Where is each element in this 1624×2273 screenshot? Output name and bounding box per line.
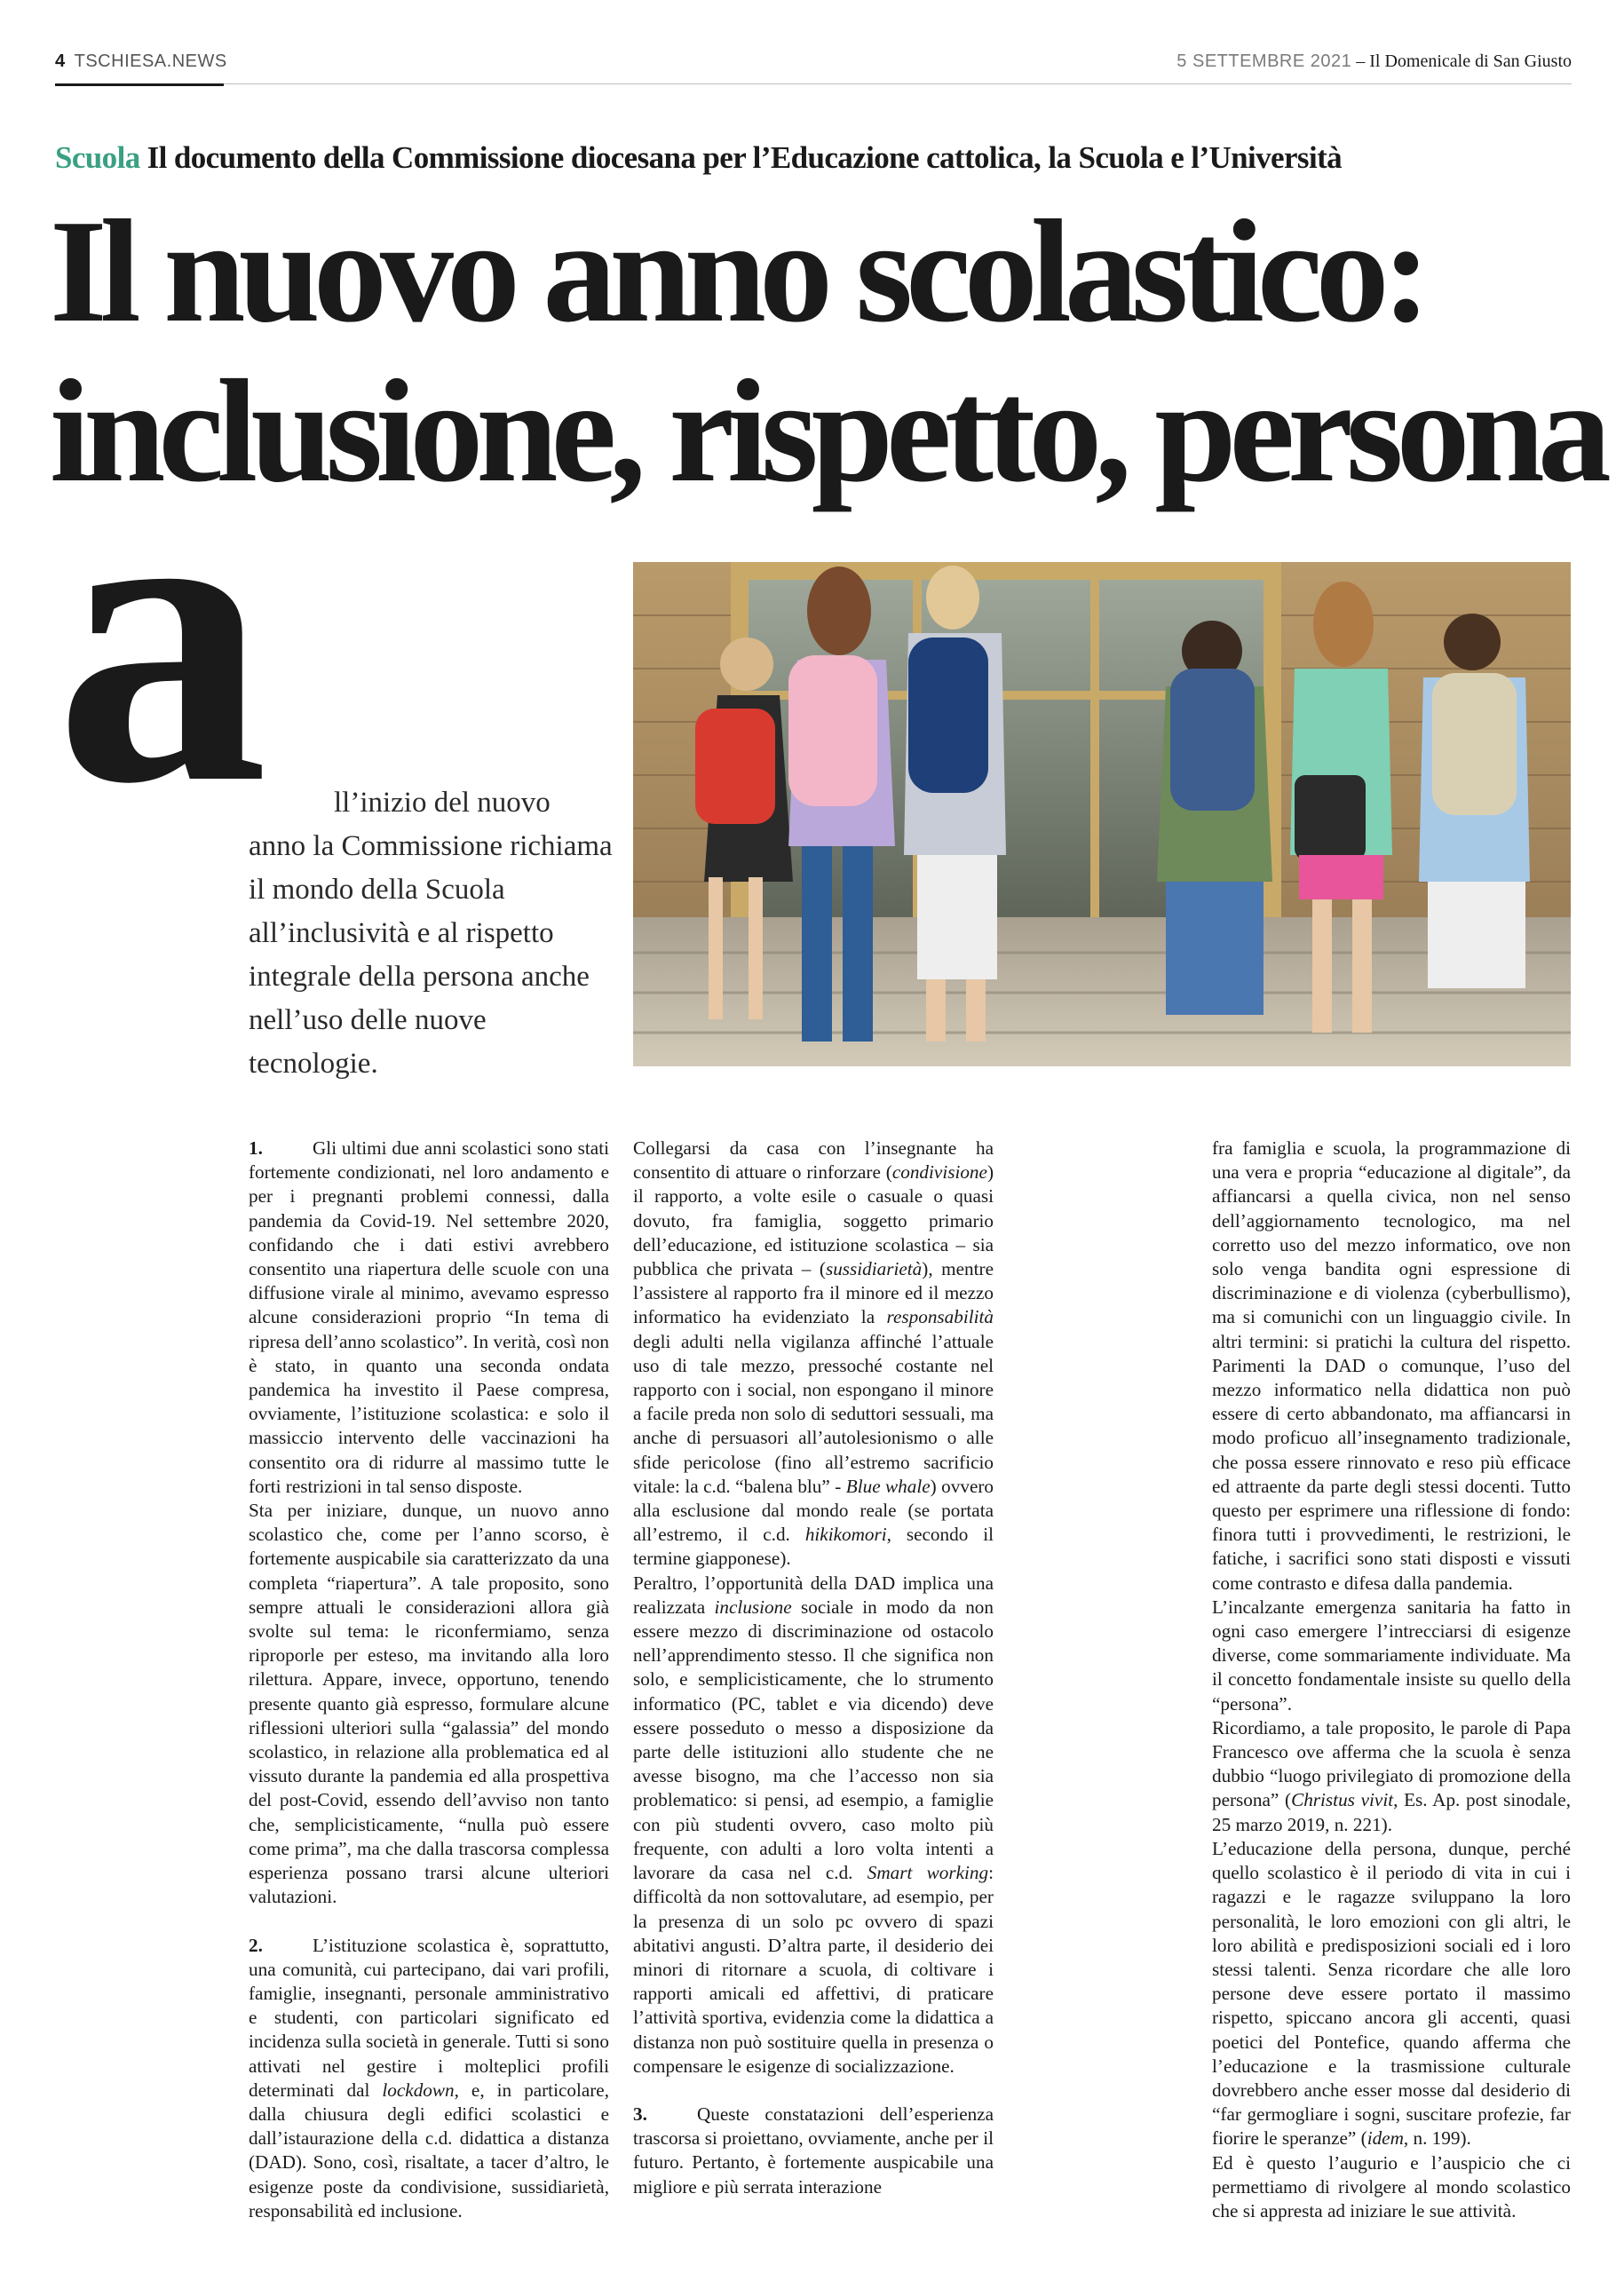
italic-term: Blue whale (845, 1475, 931, 1497)
paragraph-text: L’istituzione scolastica è, soprattutto, una comunità, cui partecipano, dai vari profili, famiglie, insegnanti, personale amministrativo e studenti, con particolari significato ed incidenza sulla società in generale. Tutti si sono attivati nel gestire i molteplici profili determinati dal (249, 1934, 609, 2101)
italic-term: Smart working (867, 1862, 989, 1884)
header-rule (55, 83, 1572, 84)
italic-term: Christus vivit (1291, 1789, 1394, 1811)
paragraph-text: , Es. Ap. post sinodale, 25 marzo 2019, n. 221). (1212, 1789, 1571, 1835)
body-column-3 (1212, 1136, 1571, 2223)
publication-name: Il Domenicale di San Giusto (1369, 51, 1572, 71)
paragraph: Sta per iniziare, dunque, un nuovo anno scolastico che, come per l’anno scorso, è fortemente auspicabile sia caratterizzato da una completa “riapertura”. A tale proposito, sono sempre attuali le considerazioni allora già svolte sul tema: le riconfermiamo, senza riproporle per esteso, ma invitando alla loro rilettura. Appare, invece, opportuno, tenendo presente quanto già espresso, formulare alcune riflessioni ulteriori sulla “galassia” del mondo scolastico, in relazione alla problematica ed al vissuto durante la pandemia ed alla prospettiva del post-Covid, essendo dell’avviso non tanto che, semplicisticamente, “nulla può essere come prima”, ma che dalla trascorsa complessa esperienza possano trarsi alcune ulteriori valutazioni. (249, 1500, 609, 1908)
header-site-underline (55, 83, 224, 86)
paragraph (633, 1136, 994, 1572)
paragraph (249, 1934, 609, 2223)
paragraph: L’incalzante emergenza sanitaria ha fatto in ogni caso emergere l’intrecciarsi di esigenze diverse, come sommariamente individuate. Ma il concetto fondamentale insiste su quello della “persona”. (1212, 1596, 1571, 1715)
section-number: 1. (249, 1137, 263, 1159)
paragraph-text: ) il rapporto, a volte esile o casuale o quasi dovuto, fra famiglia, soggetto primario dell’educazione, ed istituzione scolastica – sia pubblica che privata – ( (633, 1161, 994, 1280)
italic-term: idem (1367, 2127, 1404, 2150)
paragraph: fra famiglia e scuola, la programmazione di una vera e propria “educazione al digitale”, da affiancarsi a quella civica, non nel senso dell’aggiornamento tecnologico, ma nel corretto uso del mezzo informatico, ove non solo venga bandita ogni espressione di discriminazione e di violenza (cyberbullismo), ma si comunichi con un linguaggio civile. In altri termini: si pratichi la cultura del rispetto. Parimenti la DAD o comunque, l’uso del mezzo informatico nella didattica non può essere di certo abbandonato, ma affiancarsi in modo proficuo all’insegnamento tradizionale, che possa essere rinnovato e reso più efficace ed attraente da parte degli stessi docenti. Tutto questo per esprimere una riflessione di fondo: finora tutti i provvedimenti, le restrizioni, le fatiche, i sacrifici sono stati disposti e vissuti come contrasto e difesa dalla pandemia. (1212, 1137, 1571, 1594)
headline-line-1: Il nuovo anno scolastico: (50, 189, 1424, 352)
italic-term: condivisione (891, 1161, 987, 1184)
paragraph (1212, 1837, 1571, 2151)
paragraph (249, 1136, 609, 1499)
paragraph (633, 2103, 994, 2199)
italic-term: inclusione (714, 1596, 792, 1618)
paragraph-text: L’educazione della persona, dunque, perché quello scolastico è il periodo di vita in cui i ragazzi e le ragazze sviluppano la loro personalità, le loro emozioni con gli altri, le loro abilità e predisposizioni sociali ed i loro stessi talenti. Senza ricordare che alle loro persone deve essere portato il massimo rispetto, spiccano ancora gli accenti, quasi poetici del Pontefice, quando afferma che l’educazione e la trasmissione culturale dovrebbero anche esser mosse dal desiderio di “far germogliare i sogni, suscitare profezie, far fiorire le speranze” ( (1212, 1837, 1571, 2150)
paragraph: Ed è questo l’augurio e l’auspicio che ci permettiamo di rivolgere al mondo scolastico che si appresta ad iniziare le sue attività. (1212, 2151, 1571, 2222)
paragraph-text: Collegarsi da casa con l’insegnante ha consentito di attuare o rinforzare ( (633, 1137, 994, 1184)
page-number: 4 (55, 51, 66, 71)
drop-cap: a (55, 399, 259, 871)
headline (50, 189, 1604, 512)
paragraph-text: , secondo il termine giapponese). (633, 1524, 994, 1570)
body-column-1 (249, 1136, 609, 2223)
header-separator: – (1356, 51, 1366, 71)
paragraph-text: degli adulti nella vigilanza affinché l’attuale uso di tale mezzo, pressoché costante nel rapporto con i social, non espongano il minore a facile preda non solo di seduttori sessuali, ma anche di persuasori all’autolesionismo o alle sfide pericolose (fino all’estremo sacrificio vitale: la c.d. “balena blu” - (633, 1330, 994, 1497)
kicker (55, 140, 1342, 176)
italic-term: responsabilità (886, 1306, 994, 1328)
section-label: Scuola (55, 140, 140, 175)
headline-line-2: inclusione, rispetto, persona (50, 349, 1604, 512)
site-name: TSCHIESA.NEWS (74, 51, 227, 71)
lead-rest: anno la Commissione richiama il mondo della Scuola all’inclusività e al rispetto integrale della persona anche nell’uso delle nuove tecnologie. (249, 830, 613, 1080)
paragraph-text: ), mentre l’assistere al rapporto fra il minore ed il mezzo informatico ha evidenziato la (633, 1258, 994, 1328)
section-number: 3. (633, 2103, 647, 2125)
paragraph (633, 1572, 994, 2079)
page-header (55, 51, 1572, 85)
lead-paragraph (249, 781, 622, 1086)
paragraph-text: Gli ultimi due anni scolastici sono stati fortemente condizionati, nel loro andamento e per i pregnanti problemi connessi, dalla pandemia da Covid-19. Nel settembre 2020, confidando che i dati estivi avrebbero consentito una riapertura delle scuole con una diffusione virale al minimo, avevamo espresso alcune considerazioni proprio “In tema di ripresa dell’anno scolastico”. In verità, così non è stato, in quanto una seconda ondata pandemica ha investito il Paese compresa, ovviamente, l’istituzione scolastica: e solo il massiccio intervento delle vaccinazioni ha consentito ora di ridurre al massimo tutte le forti restrizioni in tal senso disposte. (249, 1137, 609, 1497)
header-left (55, 51, 227, 72)
paragraph-text: sociale in modo da non essere mezzo di discriminazione od ostacolo nell’apprendimento stesso. Il che significa non solo, e semplicisticamente, che lo strumento informatico (PC, tablet e via dicendo) deve essere posseduto o messo a disposizione da parte delle istituzioni allo studente che ne avesse bisogno, ma che l’accesso non sia problematico: si pensi, ad esempio, a famiglie con più studenti ovvero, caso molto più frequente, con adulti a loro volta intenti a lavorare da casa nel c.d. (633, 1596, 994, 1884)
section-number: 2. (249, 1934, 263, 1956)
header-right (1176, 51, 1572, 72)
schoolchildren-walking-photo (633, 562, 1571, 1066)
paragraph-text: ) ovvero alla esclusione dal mondo reale (se portata all’estremo, il c.d. (633, 1475, 994, 1546)
paragraph-text: : difficoltà da non sottovalutare, ad esempio, per la presenza di un solo pc ovvero di spazi abitativi angusti. D’altra parte, il desiderio dei minori di ritornare a scuola, di coltivare i rapporti amicali ed affettivi, di praticare l’attività sportiva, evidenzia come la didattica a distanza non può sostituire quella in presenza o compensare le esigenze di socializzazione. (633, 1862, 994, 2077)
italic-term: sussidiarietà (825, 1258, 923, 1280)
italic-term: hikikomori (804, 1524, 887, 1546)
paragraph-text: , n. 199). (1403, 2127, 1471, 2150)
lead-first-line: ll’inizio del nuovo (334, 787, 551, 819)
child-3 (904, 566, 1006, 1041)
body-column-2 (633, 1136, 994, 2199)
paragraph (1212, 1716, 1571, 1837)
paragraph-text: Peraltro, l’opportunità della DAD implica una realizzata (633, 1572, 994, 1618)
article-photo (633, 562, 1571, 1066)
issue-date: 5 SETTEMBRE 2021 (1176, 51, 1352, 71)
italic-term: lockdown (382, 2079, 455, 2101)
paragraph-text: Queste constatazioni dell’esperienza trascorsa si proiettano, ovviamente, anche per il futuro. Pertanto, è fortemente auspicabile una migliore e più serrata interazione (633, 2103, 994, 2198)
paragraph-text: , e, in particolare, dalla chiusura degli edifici scolastici e dall’istaurazione della c.d. didattica a distanza (DAD). Sono, così, risaltate, a tacer d’altro, le esigenze poste da condivisione, sussidiarietà, responsabilità ed inclusione. (249, 2079, 609, 2222)
kicker-text: Il documento della Commissione diocesana per l’Educazione cattolica, la Scuola e l’Università (147, 140, 1343, 175)
paragraph-text: Ricordiamo, a tale proposito, le parole di Papa Francesco ove afferma che la scuola è senza dubbio “luogo privilegiato di promozione della persona” ( (1212, 1716, 1571, 1811)
